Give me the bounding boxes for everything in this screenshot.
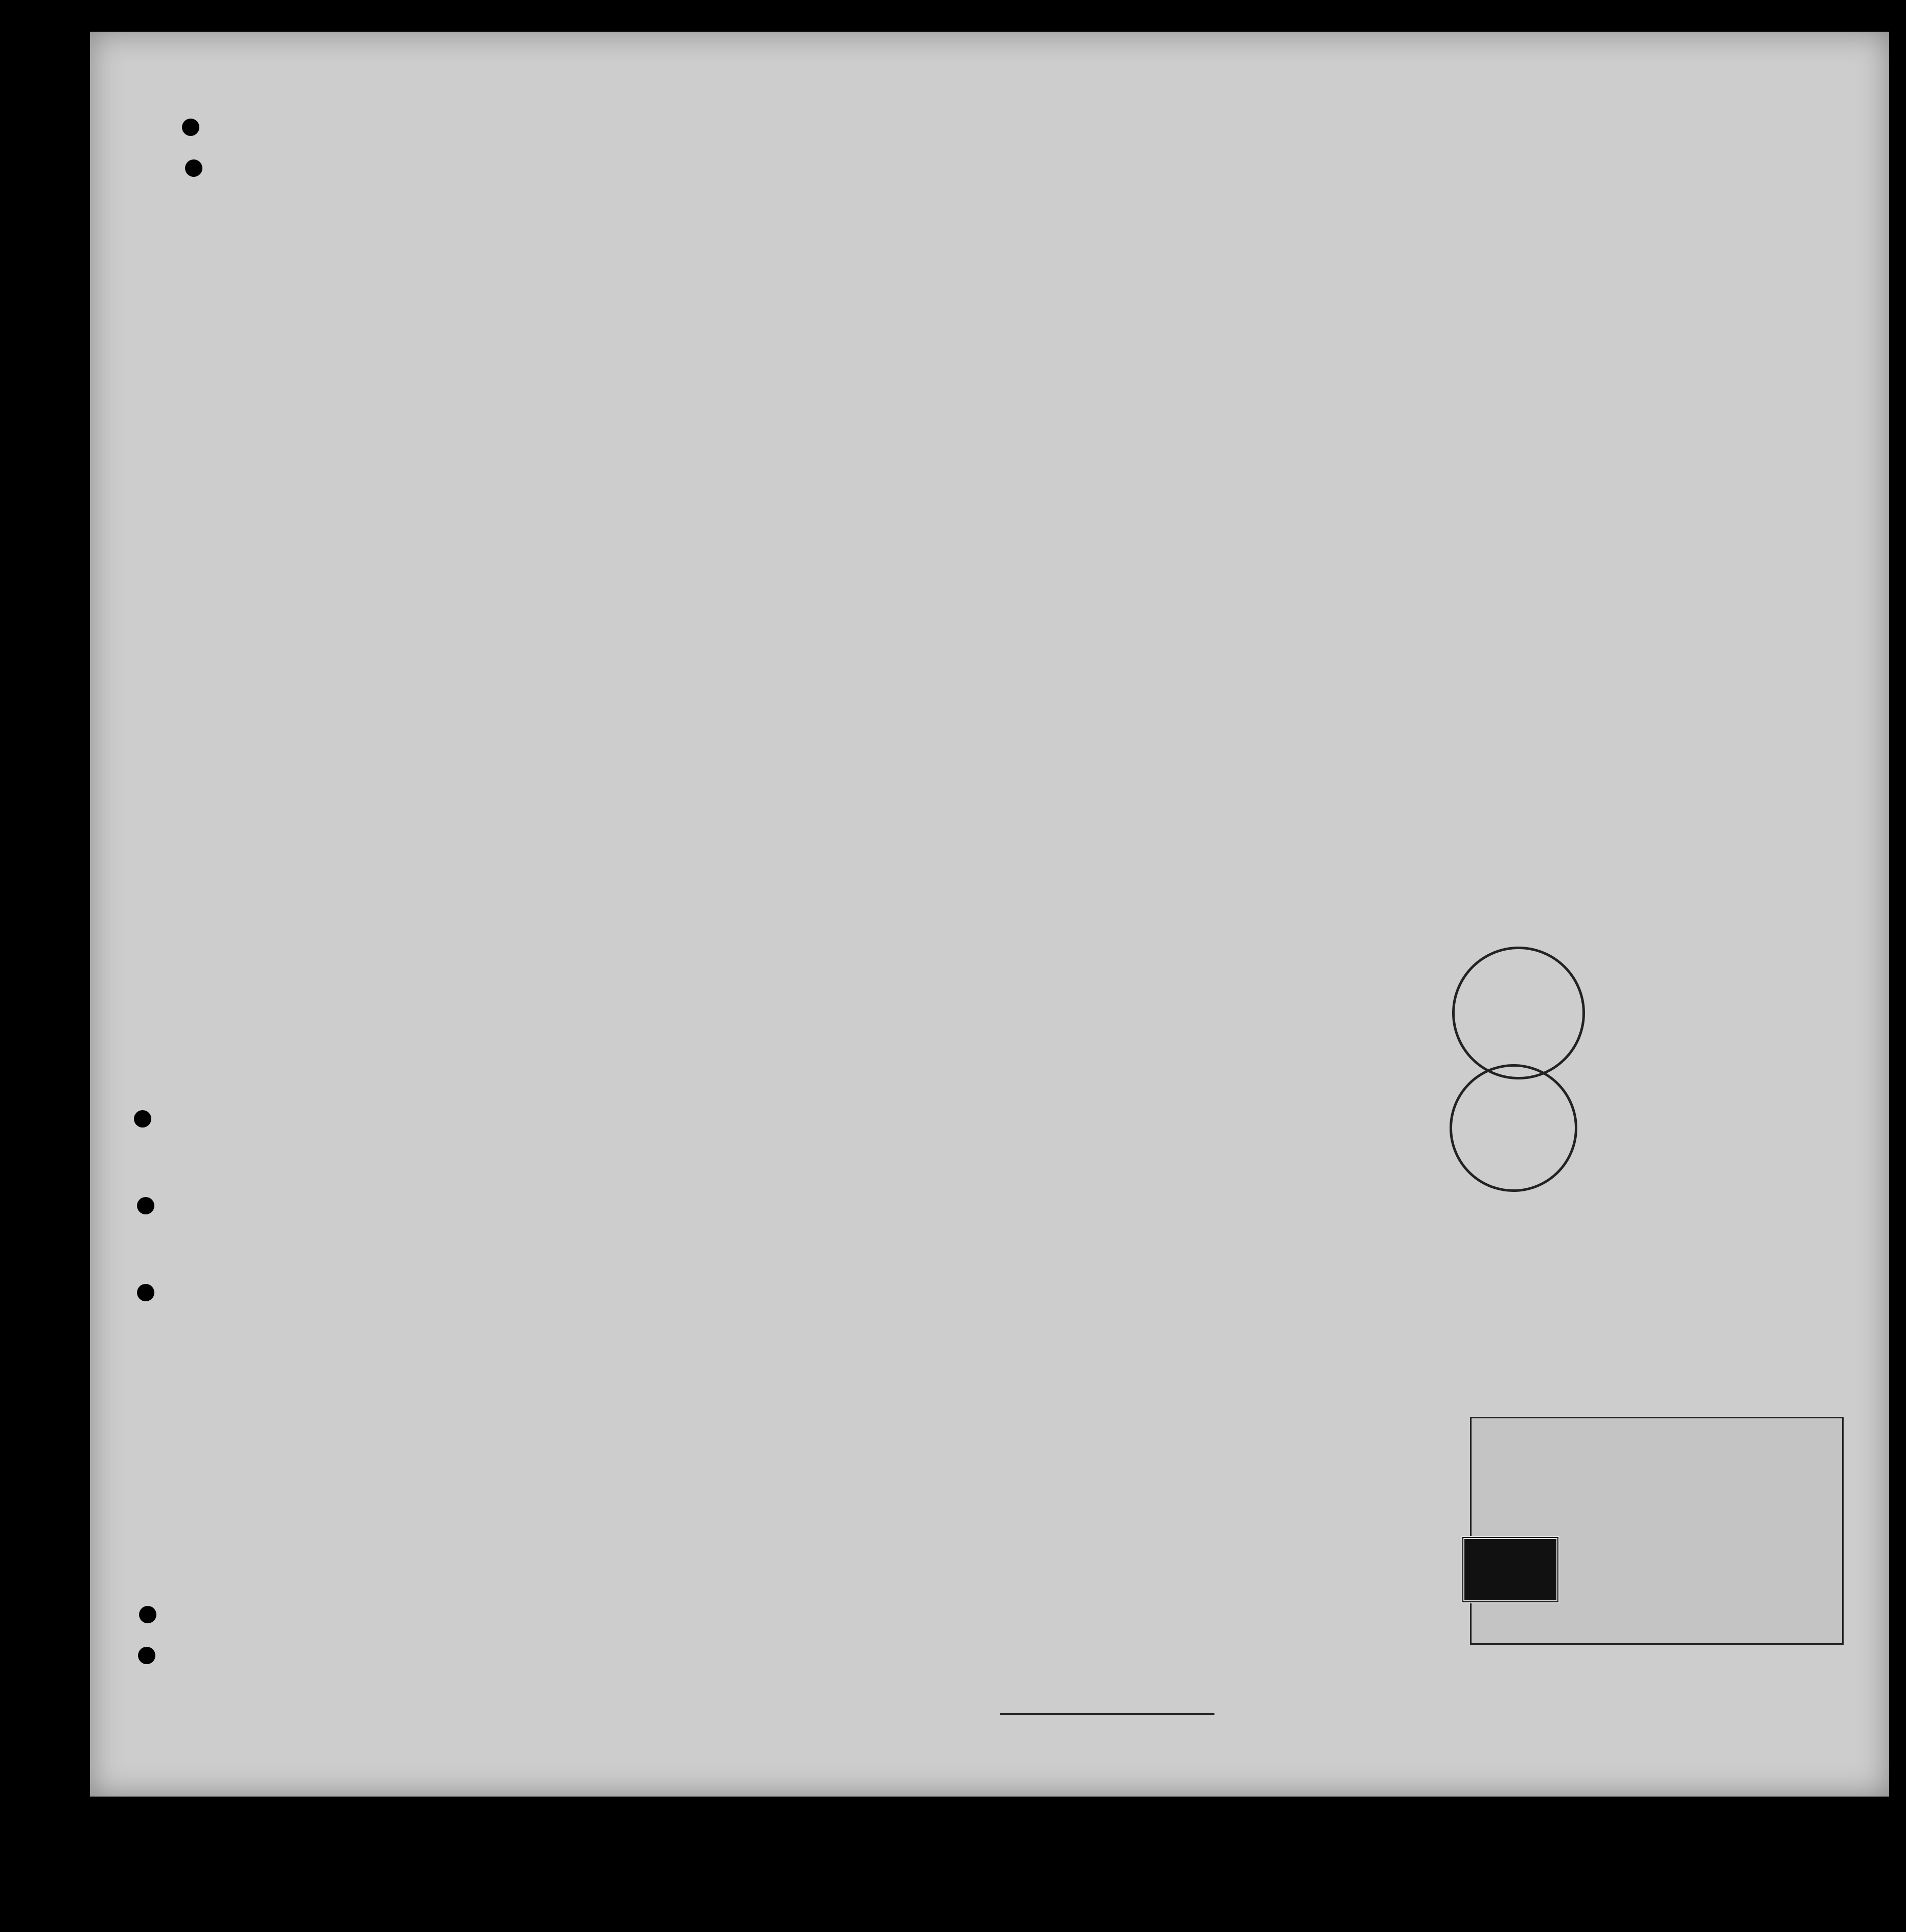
consular-visa-box — [1470, 1417, 1844, 1645]
consulate-seal-stamp-2 — [1450, 1064, 1577, 1192]
closed-with-line — [729, 1575, 749, 1601]
consulate-seal-stamp — [1452, 947, 1585, 1079]
fee-line — [1204, 1611, 1209, 1630]
service-no-line — [1209, 1580, 1218, 1604]
manifest-sheet — [90, 32, 1889, 1797]
inspector-line — [1000, 1713, 1214, 1715]
fee-stamp — [1461, 1536, 1559, 1603]
